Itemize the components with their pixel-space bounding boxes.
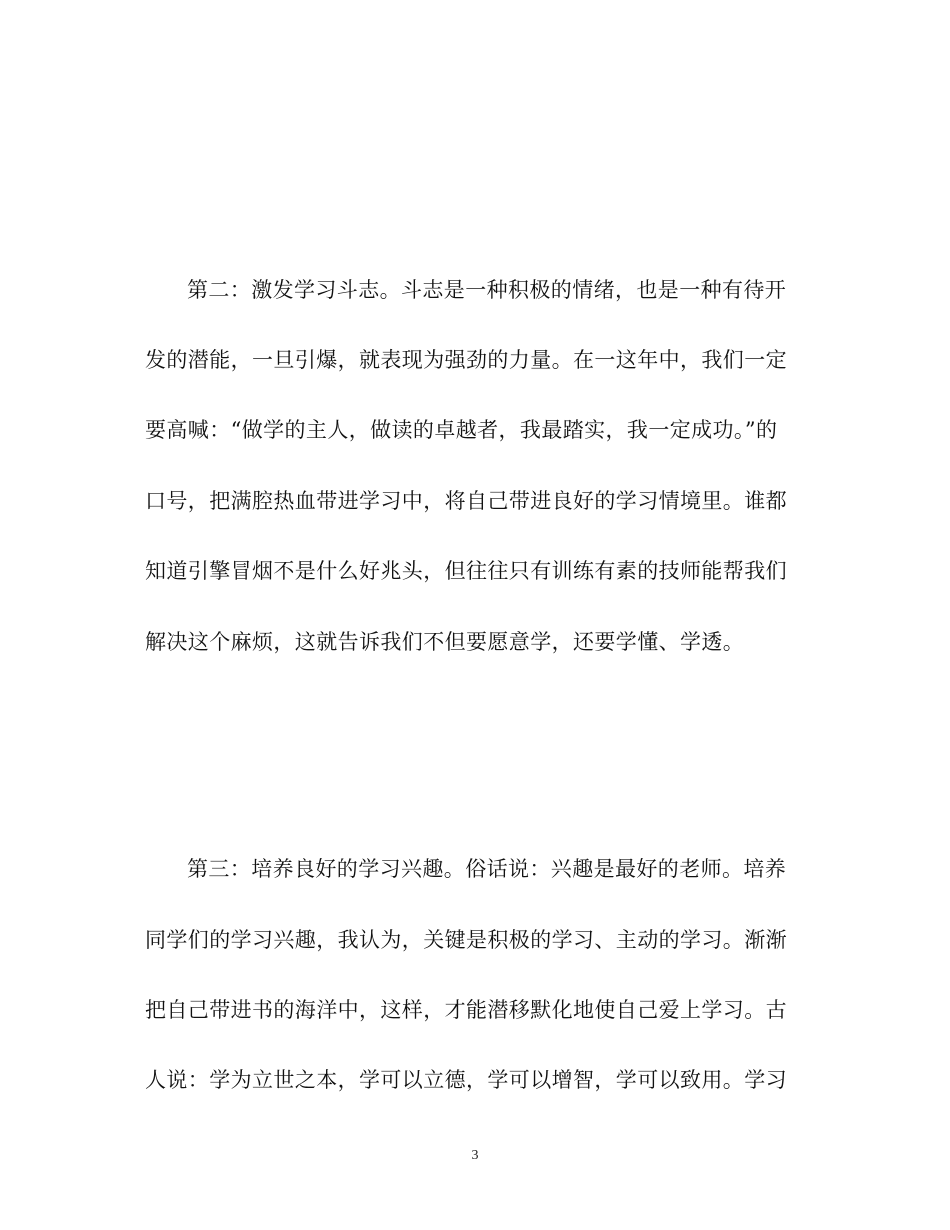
text-line: 把自己带进书的海洋中，这样，才能潜移默化地使自己爱上学习。古 xyxy=(145,998,787,1022)
text-line: 口号，把满腔热血带进学习中，将自己带进良好的学习情境里。谁都 xyxy=(145,489,787,513)
text-line: 发的潜能，一旦引爆，就表现为强劲的力量。在一这年中，我们一定 xyxy=(145,348,787,372)
text-line: 知道引擎冒烟不是什么好兆头，但往往只有训练有素的技师能帮我们 xyxy=(145,559,787,583)
text-line: 第二：激发学习斗志。斗志是一种积极的情绪，也是一种有待开 xyxy=(187,278,787,302)
text-line: 要高喊：“做学的主人，做读的卓越者，我最踏实，我一定成功。”的 xyxy=(145,418,778,442)
text-line: 解决这个麻烦，这就告诉我们不但要愿意学，还要学懂、学透。 xyxy=(145,630,745,654)
page-number: 3 xyxy=(471,1148,479,1163)
text-line: 第三：培养良好的学习兴趣。俗话说：兴趣是最好的老师。培养 xyxy=(187,857,787,881)
text-line: 同学们的学习兴趣，我认为，关键是积极的学习、主动的学习。渐渐 xyxy=(145,928,787,952)
text-line: 人说：学为立世之本，学可以立德，学可以增智，学可以致用。学习 xyxy=(145,1068,787,1092)
